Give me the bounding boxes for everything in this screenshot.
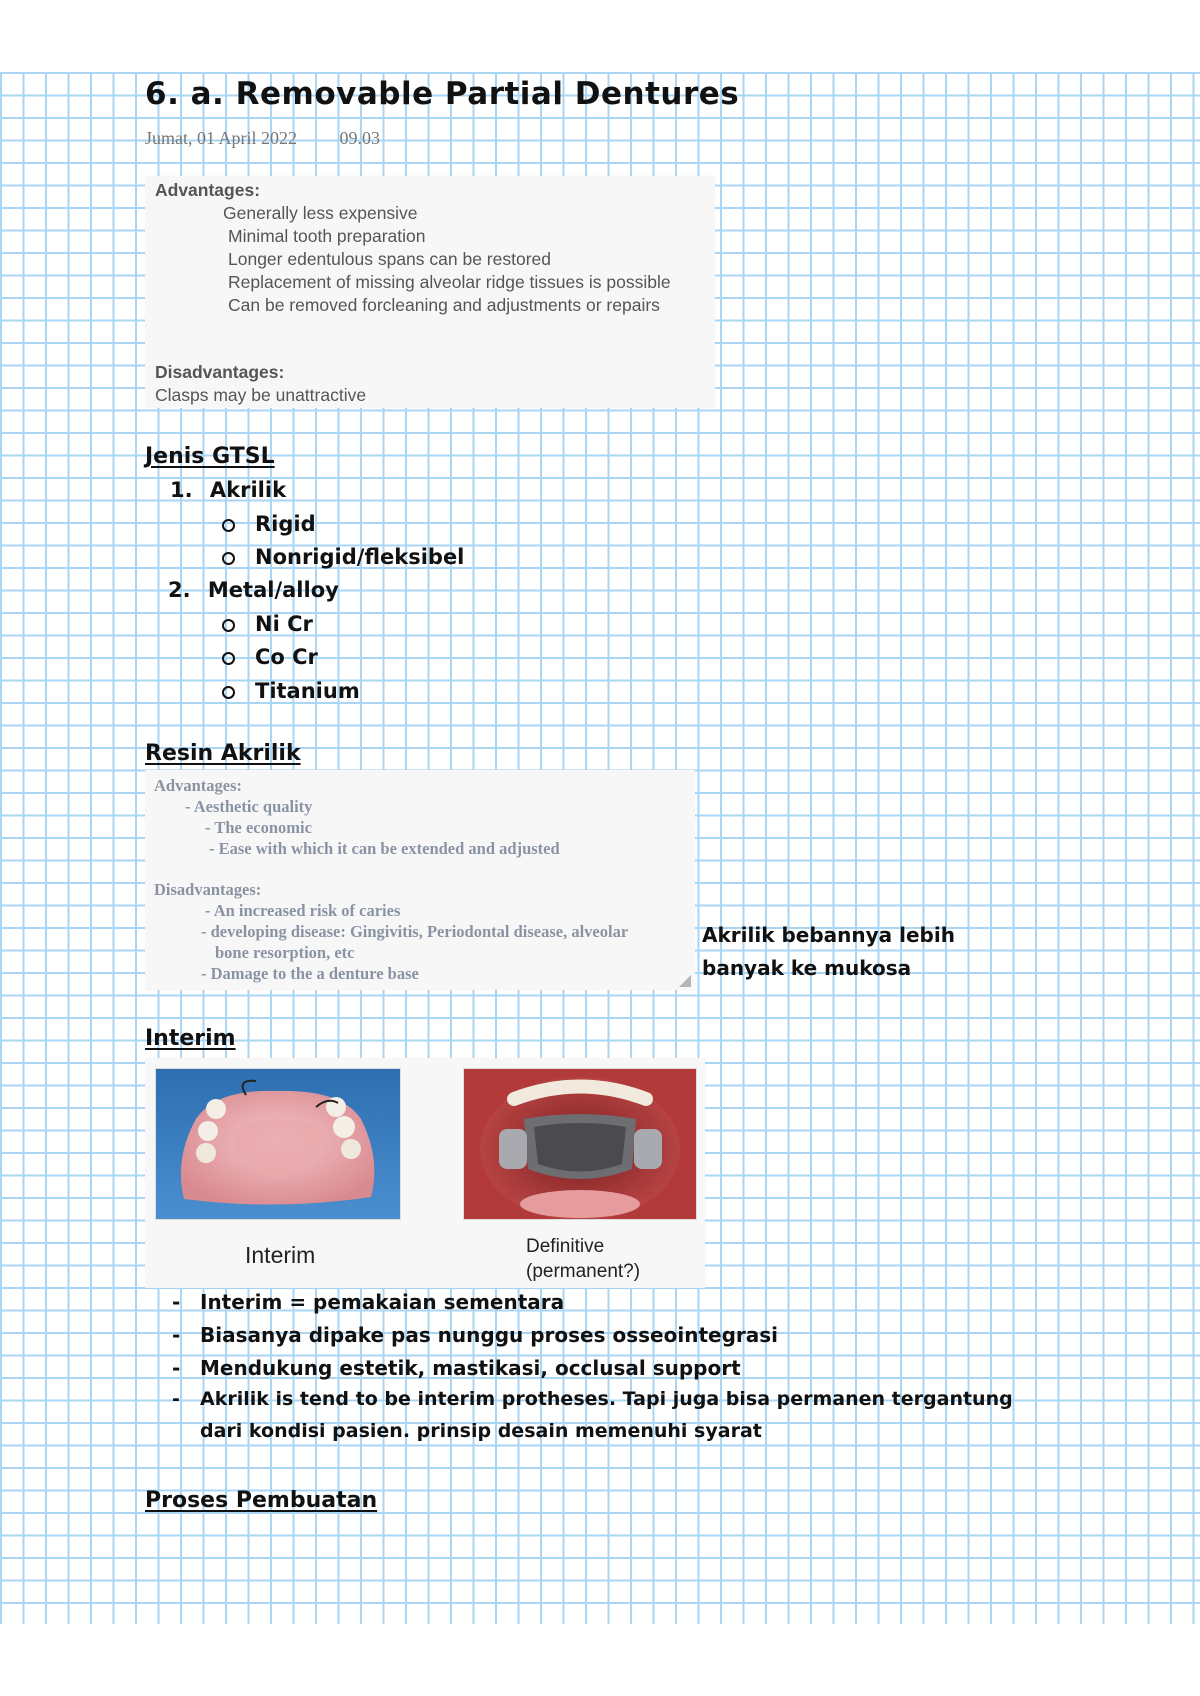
circle-bullet-icon [222,619,235,632]
advantage-item: Minimal tooth preparation [228,226,426,246]
circle-bullet-icon [222,686,235,699]
advantage-item: Replacement of missing alveolar ridge tissues is possible [228,272,671,292]
advantages-heading: Advantages: [155,180,261,200]
list-item [168,578,339,602]
sub-list-item: Ni Cr [222,612,313,636]
resin-akrilik-box[interactable] [145,770,695,990]
summary-box[interactable] [145,176,715,408]
advantage-item: Longer edentulous spans can be restored [228,249,552,269]
resin-advantages-heading: Advantages: [154,776,243,795]
resin-disadvantage-item: - Damage to the a denture base [201,964,419,983]
list-label: Metal/alloy [207,578,339,602]
list-number: 1. [170,478,193,502]
interim-figure[interactable] [145,1058,705,1288]
resin-disadvantage-item: bone resorption, etc [215,943,355,962]
advantage-item: Can be removed forcleaning and adjustments or repairs [228,295,660,315]
list-number: 2. [168,578,191,602]
resin-advantage-item: - Aesthetic quality [185,797,313,816]
disadvantages-heading: Disadvantages: [155,362,285,382]
resin-disadvantages-heading: Disadvantages: [154,880,262,899]
interim-heading: Interim [145,1026,236,1051]
list-label: Akrilik [209,478,287,502]
sub-list-item: Nonrigid/fleksibel [222,545,464,569]
side-note: Akrilik bebannya lebih banyak ke mukosa [702,923,955,980]
resin-advantage-item: - The economic [205,818,312,837]
resin-advantage-item: - Ease with which it can be extended and adjusted [209,839,560,858]
disadvantage-item: Clasps may be unattractive [155,385,367,405]
interim-notes-list: - Interim = pemakaian sementara - Biasanya dipake pas nunggu proses osseointegrasi - Mendukung estetik, mastikasi, occlusal support - Akrilik is tend to be interim protheses. Tapi juga bisa permanen tergantung dari kondisi pasien. prinsip desain memenuhi syarat [172,1290,1013,1442]
page-timestamp [145,128,418,149]
page-date: Jumat, 01 April 2022 [145,128,297,148]
interim-caption: Interim [245,1242,316,1268]
page-title: 6. a. Removable Partial Dentures [145,76,740,112]
circle-bullet-icon [222,552,235,565]
circle-bullet-icon [222,519,235,532]
definitive-caption: Definitive (permanent?) [526,1236,641,1282]
proses-pembuatan-heading: Proses Pembuatan [145,1488,378,1513]
resin-disadvantage-item: - developing disease: Gingivitis, Periodontal disease, alveolar [201,922,629,941]
resin-disadvantage-item: - An increased risk of caries [205,901,401,920]
sub-list-item: Titanium [222,679,360,703]
resize-handle-icon[interactable] [679,975,691,987]
advantage-item: Generally less expensive [223,203,418,223]
interim-denture-photo [155,1068,401,1220]
circle-bullet-icon [222,652,235,665]
jenis-gtsl-heading: Jenis GTSL [145,444,275,469]
page-time: 09.03 [339,128,380,148]
resin-akrilik-heading: Resin Akrilik [145,741,301,766]
sub-list-item: Co Cr [222,645,318,669]
sub-list-item: Rigid [222,512,316,536]
definitive-denture-photo [463,1068,697,1220]
list-item [170,478,286,502]
